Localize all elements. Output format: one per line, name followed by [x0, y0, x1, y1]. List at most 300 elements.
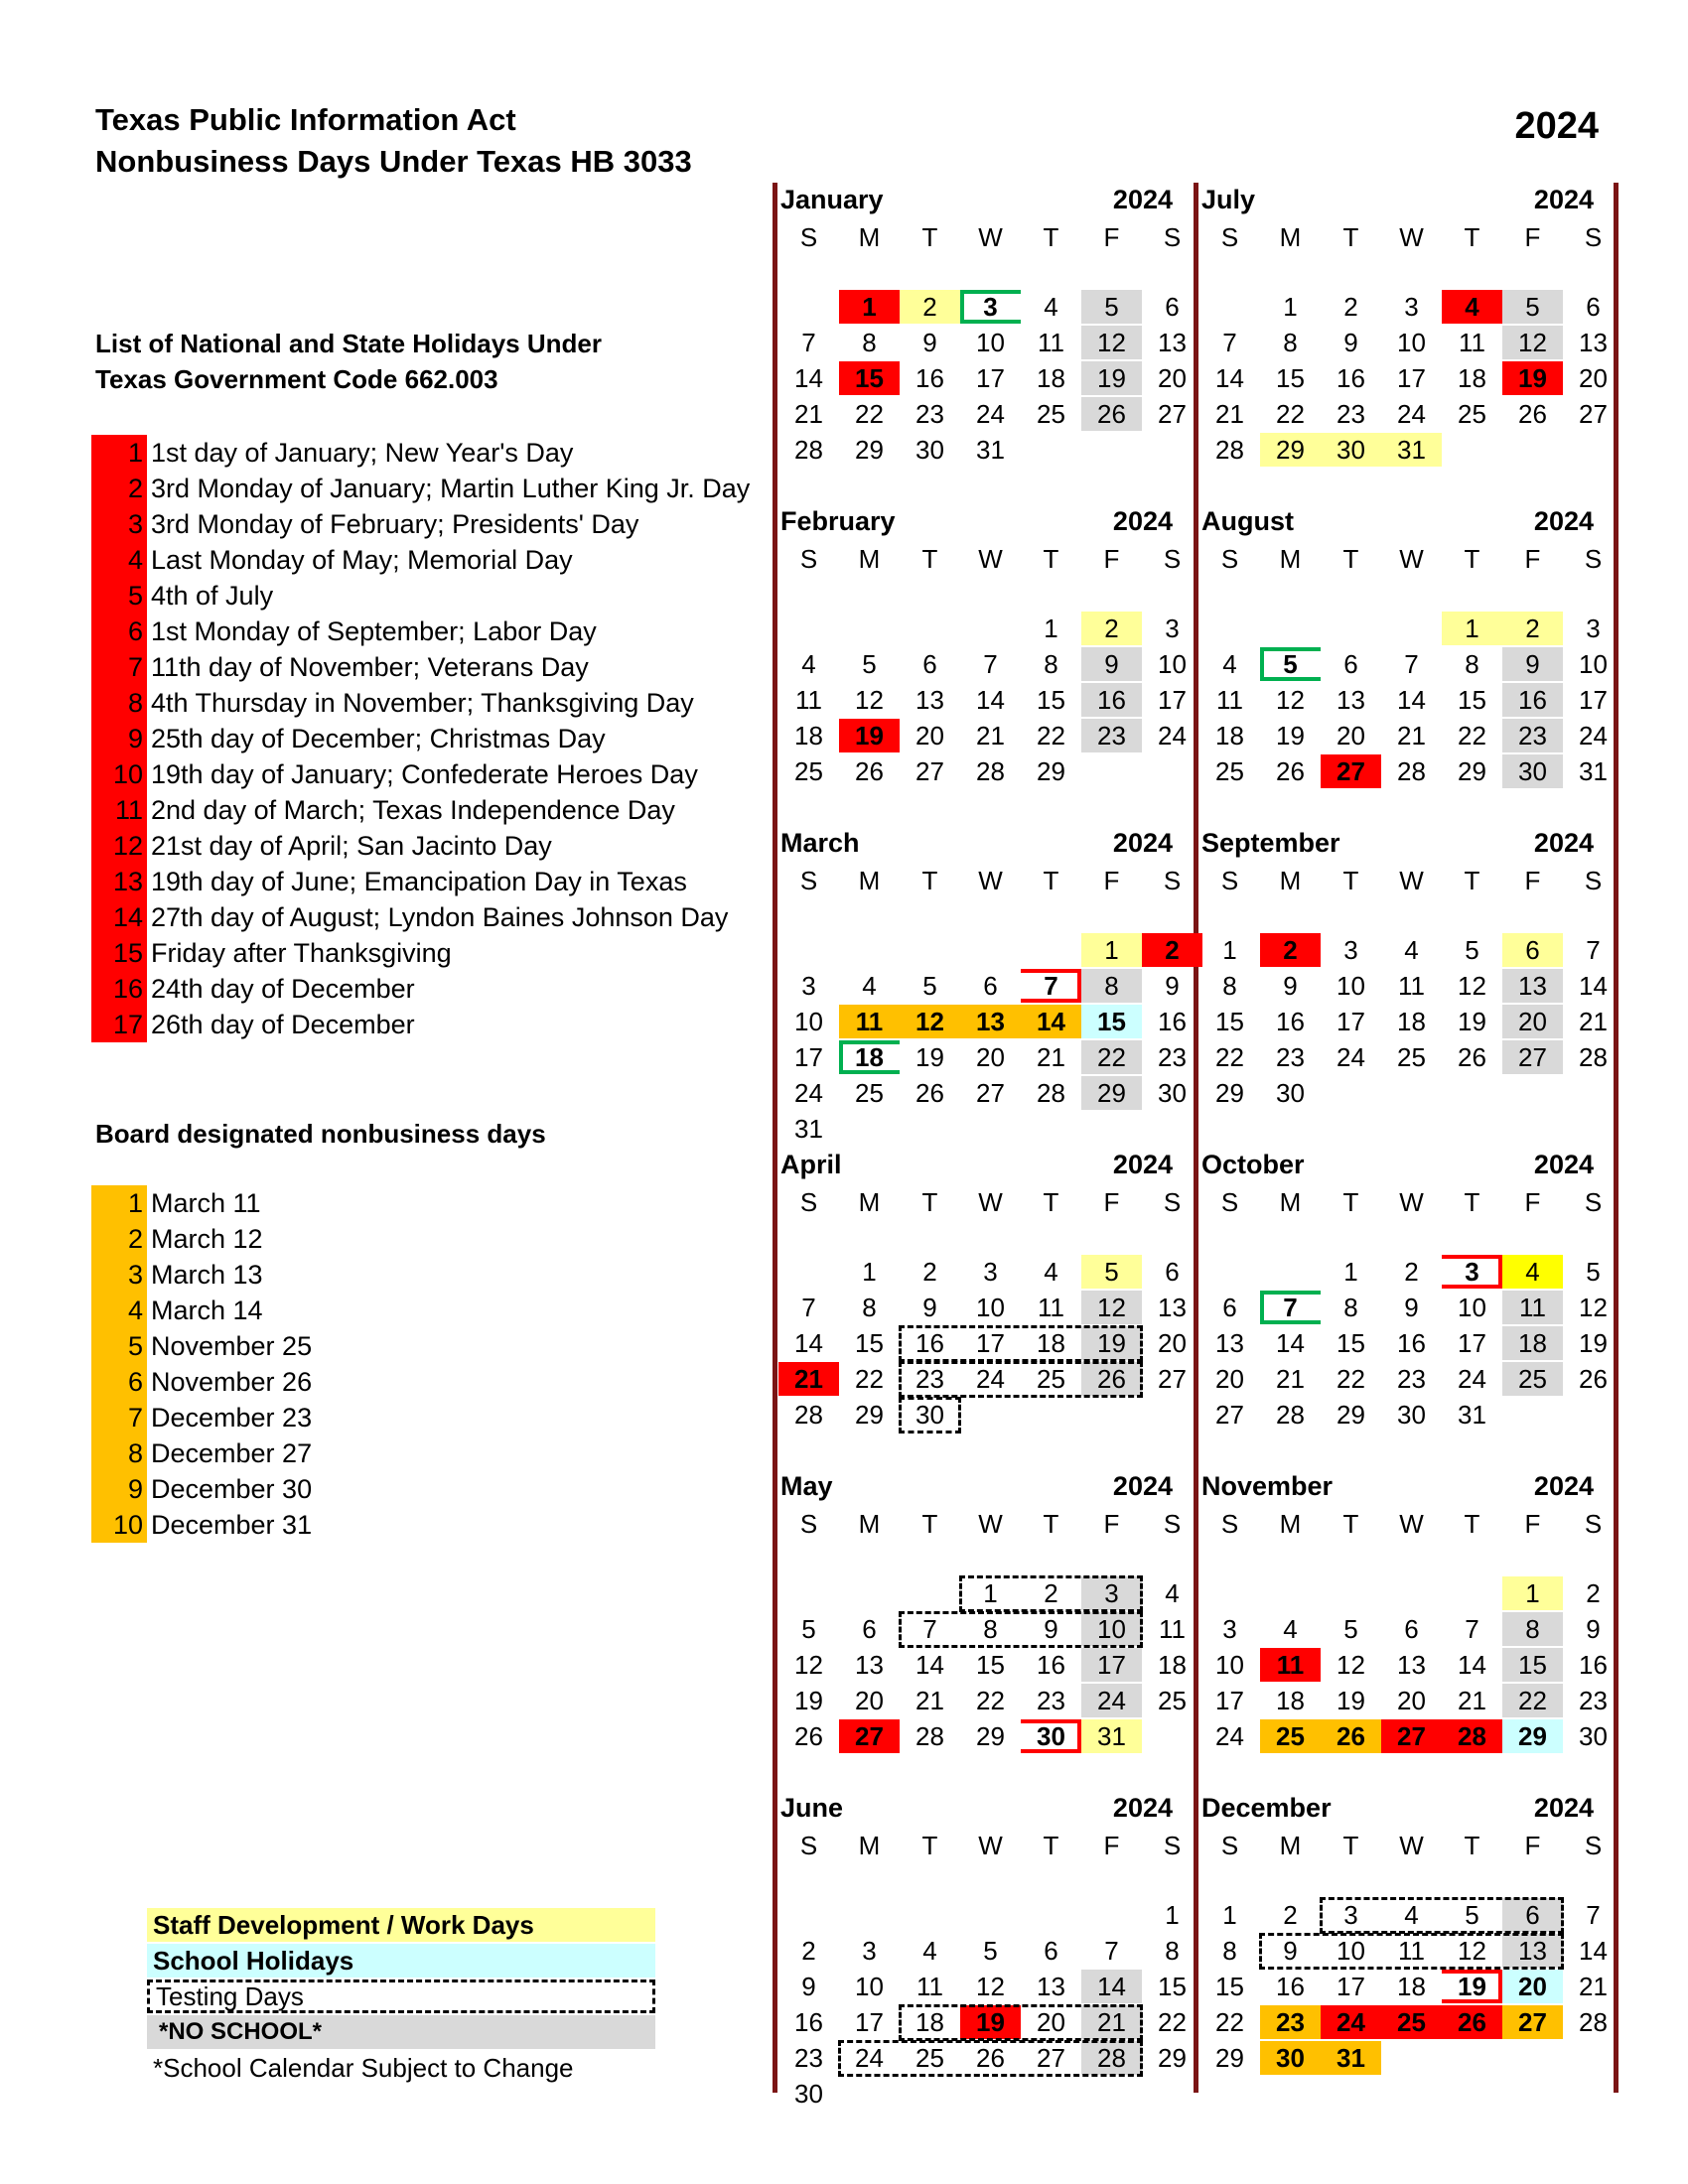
day-cell: 24: [1321, 2005, 1381, 2039]
weekday-header: M: [858, 222, 881, 252]
month-august: [1199, 506, 1619, 829]
day-cell: 14: [1276, 1328, 1305, 1358]
day-cell: 16: [1502, 683, 1563, 717]
day-cell: 15: [1158, 1972, 1187, 2001]
board-day-number: 8: [91, 1435, 147, 1471]
day-cell: 7: [1465, 1614, 1479, 1644]
month-may: [778, 1471, 1198, 1794]
day-cell: 28: [1442, 1719, 1502, 1753]
day-cell: 5: [862, 649, 877, 679]
board-day-row: [91, 1435, 767, 1471]
day-cell: 21: [1458, 1686, 1486, 1715]
weekday-header: S: [799, 1509, 818, 1539]
day-cell: 18: [1037, 1328, 1065, 1358]
day-cell: 6: [1165, 1257, 1180, 1287]
day-cell: 19: [960, 2005, 1021, 2039]
day-cell: 11: [1260, 1648, 1321, 1682]
day-cell: 21: [1276, 1364, 1305, 1394]
board-day-row: [91, 1364, 767, 1400]
day-cell: 22: [1502, 1684, 1563, 1717]
day-cell: 15: [1502, 1648, 1563, 1682]
day-cell: 24: [1158, 721, 1187, 751]
day-cell: 29: [855, 1400, 884, 1430]
month-april: [778, 1150, 1198, 1472]
day-cell: 8: [862, 1293, 877, 1322]
day-cell: 11: [916, 1972, 943, 2001]
holiday-row: [91, 756, 767, 792]
day-cell: 26: [1321, 1719, 1381, 1753]
day-cell: 1: [983, 1578, 998, 1608]
day-cell: 28: [1579, 2007, 1608, 2037]
day-cell: 1: [1165, 1900, 1180, 1930]
day-cell: 5: [1586, 1257, 1601, 1287]
holiday-row: [91, 864, 767, 899]
day-cell: 3: [1404, 292, 1419, 322]
day-cell: 13: [1215, 1328, 1244, 1358]
day-cell: 29: [1081, 1076, 1142, 1110]
month-name: May: [780, 1471, 833, 1501]
day-cell: 4: [1165, 1578, 1180, 1608]
day-cell: 27: [1321, 754, 1381, 788]
month-name: October: [1201, 1150, 1305, 1179]
day-cell: 2: [1260, 933, 1321, 967]
day-cell: 14: [1579, 971, 1608, 1001]
day-cell: 8: [1165, 1936, 1180, 1966]
day-cell: 27: [1158, 1364, 1187, 1394]
day-cell: 3: [1081, 1576, 1142, 1610]
month-july: [1199, 185, 1619, 507]
board-day-number: 10: [91, 1507, 147, 1543]
day-cell: 24: [1397, 399, 1426, 429]
day-cell: 13: [1037, 1972, 1065, 2001]
day-cell: 24: [976, 399, 1005, 429]
day-cell: 24: [976, 1364, 1005, 1394]
weekday-header: S: [1163, 1831, 1182, 1860]
day-cell: 28: [1397, 756, 1426, 786]
day-cell: 3: [1442, 1255, 1502, 1289]
weekday-header: W: [978, 1187, 1003, 1217]
day-cell: 28: [915, 1721, 944, 1751]
weekday-header: S: [1163, 544, 1182, 574]
testing-days-box: [899, 1397, 961, 1433]
weekday-header: W: [978, 544, 1003, 574]
day-cell: 5: [1081, 290, 1142, 324]
board-day-text: March 13: [151, 1259, 263, 1290]
month-name: December: [1201, 1793, 1332, 1823]
day-cell: 13: [1158, 328, 1187, 357]
day-cell: 30: [1158, 1078, 1187, 1108]
month-year: 2024: [1112, 828, 1173, 858]
weekday-header: M: [1279, 1187, 1302, 1217]
day-cell: 30: [1276, 1078, 1305, 1108]
day-cell: 10: [1397, 328, 1426, 357]
day-cell: 17: [1397, 363, 1426, 393]
weekday-header: M: [858, 1509, 881, 1539]
day-cell: 13: [1502, 969, 1563, 1003]
day-cell: 17: [1215, 1686, 1244, 1715]
weekday-header: T: [1342, 1831, 1359, 1860]
day-cell: 23: [1037, 1686, 1065, 1715]
day-cell: 29: [1158, 2043, 1187, 2073]
day-cell: 10: [1215, 1650, 1244, 1680]
board-day-text: March 12: [151, 1223, 263, 1254]
weekday-header: F: [1103, 222, 1120, 252]
weekday-header: S: [1220, 1509, 1239, 1539]
day-cell: 24: [1081, 1684, 1142, 1717]
holiday-text: 3rd Monday of February; Presidents' Day: [151, 508, 639, 539]
day-cell: 3: [801, 971, 816, 1001]
weekday-header: T: [1464, 544, 1480, 574]
day-cell: 9: [1404, 1293, 1419, 1322]
day-cell: 8: [1343, 1293, 1358, 1322]
weekday-header: M: [1279, 866, 1302, 895]
day-cell: 9: [1502, 647, 1563, 681]
day-cell: 27: [1381, 1719, 1442, 1753]
holiday-number: 16: [91, 971, 147, 1007]
weekday-header: S: [1584, 544, 1603, 574]
testing-days-box: [899, 2004, 1143, 2041]
day-cell: 24: [1215, 1721, 1244, 1751]
weekday-header: W: [1399, 866, 1424, 895]
day-cell: 7: [983, 649, 998, 679]
day-cell: 28: [794, 1400, 823, 1430]
day-cell: 3: [1165, 614, 1180, 643]
month-june: [778, 1793, 1198, 2116]
day-cell: 14: [1081, 1970, 1142, 2003]
day-cell: 23: [794, 2043, 823, 2073]
day-cell: 19: [1502, 361, 1563, 395]
weekday-header: F: [1103, 544, 1120, 574]
day-cell: 27: [1215, 1400, 1244, 1430]
day-cell: 4: [862, 971, 877, 1001]
day-cell: 12: [794, 1650, 823, 1680]
day-cell: 11: [1502, 1291, 1563, 1324]
month-march: [778, 828, 1198, 1151]
month-name: November: [1201, 1471, 1334, 1501]
testing-days-box: [1320, 1897, 1564, 1934]
board-day-number: 2: [91, 1221, 147, 1257]
day-cell: 6: [1044, 1936, 1058, 1966]
holiday-number: 17: [91, 1007, 147, 1042]
day-cell: 6: [1502, 933, 1563, 967]
holiday-row: [91, 899, 767, 935]
holiday-row: [91, 542, 767, 578]
weekday-header: F: [1524, 544, 1541, 574]
holiday-row: [91, 971, 767, 1007]
day-cell: 12: [1081, 326, 1142, 359]
day-cell: 10: [855, 1972, 884, 2001]
day-cell: 29: [855, 435, 884, 465]
day-cell: 9: [922, 328, 937, 357]
day-cell: 17: [794, 1042, 823, 1072]
board-day-row: [91, 1471, 767, 1507]
day-cell: 9: [1283, 971, 1298, 1001]
holiday-number: 11: [91, 792, 147, 828]
day-cell: 1: [1222, 1900, 1237, 1930]
day-cell: 15: [855, 1328, 884, 1358]
day-cell: 11: [1038, 1293, 1064, 1322]
board-day-text: December 31: [151, 1509, 313, 1540]
weekday-header: W: [1399, 1831, 1424, 1860]
holiday-text: 1st Monday of September; Labor Day: [151, 615, 597, 646]
month-name: June: [780, 1793, 844, 1823]
day-cell: 27: [976, 1078, 1005, 1108]
day-cell: 8: [1044, 649, 1058, 679]
weekday-header: T: [1464, 1509, 1480, 1539]
day-cell: 12: [976, 1972, 1005, 2001]
day-cell: 14: [794, 363, 823, 393]
holiday-row: [91, 721, 767, 756]
weekday-header: W: [1399, 1187, 1424, 1217]
holiday-text: 2nd day of March; Texas Independence Day: [151, 794, 675, 825]
day-cell: 4: [922, 1936, 937, 1966]
month-year: 2024: [1533, 1150, 1594, 1179]
weekday-header: T: [1342, 544, 1359, 574]
holiday-row: [91, 435, 767, 471]
holiday-row: [91, 471, 767, 506]
weekday-header: W: [978, 1509, 1003, 1539]
day-cell: 20: [915, 721, 944, 751]
day-cell: 20: [855, 1686, 884, 1715]
day-cell: 7: [801, 1293, 816, 1322]
day-cell: 21: [1081, 2005, 1142, 2039]
holiday-text: 27th day of August; Lyndon Baines Johnson Day: [151, 901, 729, 932]
day-cell: 24: [1336, 1042, 1365, 1072]
day-cell: 20: [1158, 1328, 1187, 1358]
day-cell: 16: [915, 363, 944, 393]
legend-no-school: *NO SCHOOL*: [147, 2015, 655, 2049]
day-cell: 17: [1158, 685, 1187, 715]
day-cell: 26: [915, 1078, 944, 1108]
day-cell: 20: [1037, 2007, 1065, 2037]
day-cell: 12: [1081, 1291, 1142, 1324]
day-cell: 4: [801, 649, 816, 679]
day-cell: 8: [862, 328, 877, 357]
page-year: 2024: [1514, 105, 1599, 147]
month-name: August: [1201, 506, 1294, 536]
day-cell: 2: [1586, 1578, 1601, 1608]
holiday-number: 14: [91, 899, 147, 935]
day-cell: 9: [922, 1293, 937, 1322]
legend-school-holidays: School Holidays: [147, 1944, 655, 1978]
day-cell: 12: [1579, 1293, 1608, 1322]
day-cell: 17: [1081, 1648, 1142, 1682]
testing-days-box: [899, 1611, 1143, 1648]
holiday-text: 25th day of December; Christmas Day: [151, 723, 606, 753]
day-cell: 21: [1579, 1972, 1608, 2001]
day-cell: 26: [1579, 1364, 1608, 1394]
weekday-header: S: [1220, 1187, 1239, 1217]
day-cell: 15: [1336, 1328, 1365, 1358]
weekday-header: F: [1524, 1509, 1541, 1539]
holiday-number: 13: [91, 864, 147, 899]
testing-days-box: [1259, 1933, 1564, 1970]
day-cell: 15: [1081, 1005, 1142, 1038]
day-cell: 30: [1021, 1719, 1081, 1753]
legend-staff-development: Staff Development / Work Days: [147, 1908, 655, 1942]
month-year: 2024: [1533, 1793, 1594, 1823]
day-cell: 7: [922, 1614, 937, 1644]
day-cell: 22: [1215, 1042, 1244, 1072]
day-cell: 23: [1397, 1364, 1426, 1394]
day-cell: 9: [1283, 1936, 1298, 1966]
weekday-header: T: [1342, 1187, 1359, 1217]
day-cell: 15: [839, 361, 900, 395]
day-cell: 12: [1276, 685, 1305, 715]
day-cell: 16: [1397, 1328, 1426, 1358]
month-year: 2024: [1533, 1471, 1594, 1501]
weekday-header: F: [1524, 866, 1541, 895]
day-cell: 11: [1159, 1614, 1186, 1644]
day-cell: 12: [1502, 326, 1563, 359]
weekday-header: T: [1464, 222, 1480, 252]
month-year: 2024: [1533, 506, 1594, 536]
day-cell: 24: [1458, 1364, 1486, 1394]
day-cell: 27: [1502, 1040, 1563, 1074]
day-cell: 12: [855, 685, 884, 715]
day-cell: 25: [855, 1078, 884, 1108]
day-cell: 7: [1222, 328, 1237, 357]
day-cell: 3: [1586, 614, 1601, 643]
day-cell: 26: [1458, 1042, 1486, 1072]
holiday-number: 6: [91, 614, 147, 649]
day-cell: 18: [1502, 1326, 1563, 1360]
day-cell: 27: [1579, 399, 1608, 429]
day-cell: 13: [1336, 685, 1365, 715]
day-cell: 2: [1081, 612, 1142, 645]
month-year: 2024: [1112, 1150, 1173, 1179]
board-day-number: 6: [91, 1364, 147, 1400]
day-cell: 2: [801, 1936, 816, 1966]
day-cell: 17: [1336, 1972, 1365, 2001]
day-cell: 3: [1343, 935, 1358, 965]
day-cell: 27: [1502, 2005, 1563, 2039]
day-cell: 1: [862, 1257, 877, 1287]
day-cell: 8: [1222, 971, 1237, 1001]
day-cell: 10: [1336, 971, 1365, 1001]
day-cell: 14: [915, 1650, 944, 1680]
day-cell: 22: [1215, 2007, 1244, 2037]
day-cell: 4: [1502, 1255, 1563, 1289]
day-cell: 3: [1343, 1900, 1358, 1930]
day-cell: 19: [794, 1686, 823, 1715]
day-cell: 26: [1081, 397, 1142, 431]
day-cell: 19: [839, 719, 900, 752]
day-cell: 18: [1458, 363, 1486, 393]
holiday-text: 19th day of January; Confederate Heroes Day: [151, 758, 698, 789]
weekday-header: W: [1399, 544, 1424, 574]
month-name: July: [1201, 185, 1256, 214]
day-cell: 20: [1158, 363, 1187, 393]
weekday-header: W: [978, 1831, 1003, 1860]
weekday-header: F: [1103, 1831, 1120, 1860]
day-cell: 19: [1081, 361, 1142, 395]
board-day-text: March 14: [151, 1295, 263, 1325]
day-cell: 9: [1343, 328, 1358, 357]
day-cell: 28: [976, 756, 1005, 786]
day-cell: 25: [1381, 2005, 1442, 2039]
day-cell: 11: [1216, 685, 1243, 715]
weekday-header: F: [1103, 1187, 1120, 1217]
day-cell: 4: [1222, 649, 1237, 679]
board-day-number: 9: [91, 1471, 147, 1507]
holiday-text: 4th of July: [151, 580, 274, 611]
day-cell: 25: [1458, 399, 1486, 429]
day-cell: 6: [862, 1614, 877, 1644]
day-cell: 31: [1458, 1400, 1486, 1430]
day-cell: 1: [1343, 1257, 1358, 1287]
day-cell: 8: [1502, 1612, 1563, 1646]
day-cell: 13: [960, 1005, 1021, 1038]
day-cell: 22: [1081, 1040, 1142, 1074]
day-cell: 30: [1321, 433, 1381, 467]
board-day-row: [91, 1328, 767, 1364]
board-day-row: [91, 1185, 767, 1221]
weekday-header: F: [1103, 1509, 1120, 1539]
day-cell: 2: [1142, 933, 1202, 967]
board-day-number: 4: [91, 1293, 147, 1328]
weekday-header: W: [978, 866, 1003, 895]
day-cell: 5: [1502, 290, 1563, 324]
day-cell: 8: [1081, 969, 1142, 1003]
day-cell: 2: [900, 290, 960, 324]
day-cell: 15: [1276, 363, 1305, 393]
day-cell: 25: [1502, 1362, 1563, 1396]
day-cell: 19: [1579, 1328, 1608, 1358]
day-cell: 29: [1336, 1400, 1365, 1430]
day-cell: 21: [778, 1362, 839, 1396]
day-cell: 10: [1458, 1293, 1486, 1322]
day-cell: 12: [1458, 1936, 1486, 1966]
weekday-header: T: [921, 1187, 938, 1217]
day-cell: 2: [922, 1257, 937, 1287]
day-cell: 21: [1397, 721, 1426, 751]
day-cell: 31: [1081, 1719, 1142, 1753]
day-cell: 1: [1502, 1576, 1563, 1610]
day-cell: 20: [1579, 363, 1608, 393]
day-cell: 27: [1037, 2043, 1065, 2073]
day-cell: 4: [1442, 290, 1502, 324]
holiday-text: Friday after Thanksgiving: [151, 937, 452, 968]
holiday-number: 12: [91, 828, 147, 864]
day-cell: 2: [1044, 1578, 1058, 1608]
holiday-number: 15: [91, 935, 147, 971]
weekday-header: S: [1163, 222, 1182, 252]
day-cell: 15: [1458, 685, 1486, 715]
day-cell: 6: [1586, 292, 1601, 322]
month-year: 2024: [1112, 185, 1173, 214]
day-cell: 14: [1021, 1005, 1081, 1038]
board-day-text: November 26: [151, 1366, 313, 1397]
holiday-text: 24th day of December: [151, 973, 415, 1004]
day-cell: 22: [1037, 721, 1065, 751]
day-cell: 1: [839, 290, 900, 324]
day-cell: 27: [915, 756, 944, 786]
day-cell: 16: [794, 2007, 823, 2037]
weekday-header: T: [1342, 1509, 1359, 1539]
board-heading: Board designated nonbusiness days: [95, 1119, 546, 1149]
month-november: [1199, 1471, 1619, 1794]
weekday-header: M: [858, 1831, 881, 1860]
day-cell: 1: [1081, 933, 1142, 967]
day-cell: 11: [1398, 1936, 1425, 1966]
day-cell: 22: [1276, 399, 1305, 429]
day-cell: 3: [960, 290, 1021, 324]
holiday-row: [91, 1007, 767, 1042]
legend-note: *School Calendar Subject to Change: [153, 2053, 574, 2083]
day-cell: 4: [1404, 935, 1419, 965]
page-title-line2: Nonbusiness Days Under Texas HB 3033: [95, 144, 692, 179]
